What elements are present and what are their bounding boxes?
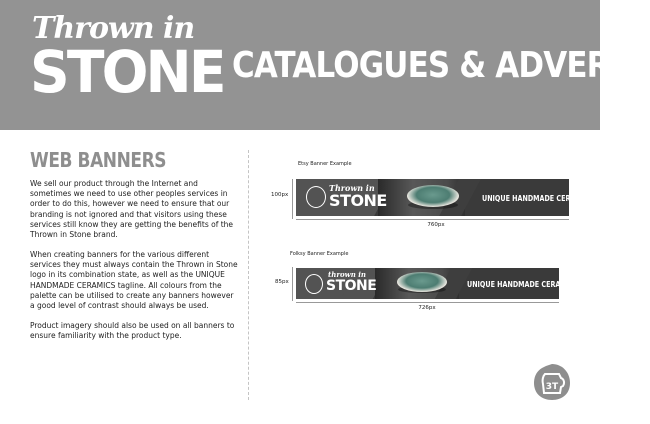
height-label-etsy: 100px xyxy=(271,192,289,198)
column-divider xyxy=(248,150,249,400)
footer-logo-text: 3T xyxy=(545,382,559,392)
body-paragraph-1: We sell our product through the Internet and sometimes we need to use other peoples services in order to do this, however we need to ensure that our branding is not ignored and that visitors using these services still know they are getting the benefits of the Thrown in Stone brand. xyxy=(30,179,234,240)
brand-logo-script: Thrown in xyxy=(32,11,195,46)
brand-logo-main: STONE xyxy=(30,38,224,106)
etsy-banner xyxy=(296,179,594,216)
height-guide-etsy xyxy=(292,179,293,219)
example-label-folksy: Folksy Banner Example xyxy=(290,251,349,257)
bowl-image xyxy=(407,185,459,207)
page-title: CATALOGUES & ADVERTS xyxy=(232,45,650,86)
width-label-etsy: 760px xyxy=(427,222,445,228)
width-guide-etsy xyxy=(296,219,569,220)
banner-logo-script: thrown in xyxy=(328,270,366,279)
banner-logo-script: Thrown in xyxy=(329,183,375,193)
height-label-folksy: 85px xyxy=(275,279,289,285)
banner-logo-main: STONE xyxy=(329,191,387,210)
folksy-banner xyxy=(296,268,579,299)
bowl-image xyxy=(397,272,447,292)
example-label-etsy: Etsy Banner Example xyxy=(298,161,352,167)
banner-tagline: UNIQUE HANDMADE CERAMICS xyxy=(467,280,579,289)
width-guide-folksy xyxy=(296,302,559,303)
page-header xyxy=(0,0,650,130)
banner-tagline: UNIQUE HANDMADE CERAMICS xyxy=(482,194,594,203)
banner-logo-main: STONE xyxy=(326,278,377,294)
jug-logo-icon xyxy=(306,186,326,208)
height-guide-folksy xyxy=(292,267,293,301)
width-label-folksy: 726px xyxy=(418,305,436,311)
jug-logo-icon xyxy=(305,274,323,294)
jug-logo-icon xyxy=(532,362,572,402)
section-title: WEB BANNERS xyxy=(30,148,167,172)
body-paragraph-3: Product imagery should also be used on all banners to ensure familiarity with the product type. xyxy=(30,321,235,341)
body-paragraph-2: When creating banners for the various different services they must always contain the Thrown in Stone logo in its combination state, as well as the UNIQUE HANDMADE CERAMICS tagline. All colours from the palette can be utilised to create any banners however a good level of contrast should always be used. xyxy=(30,250,238,311)
